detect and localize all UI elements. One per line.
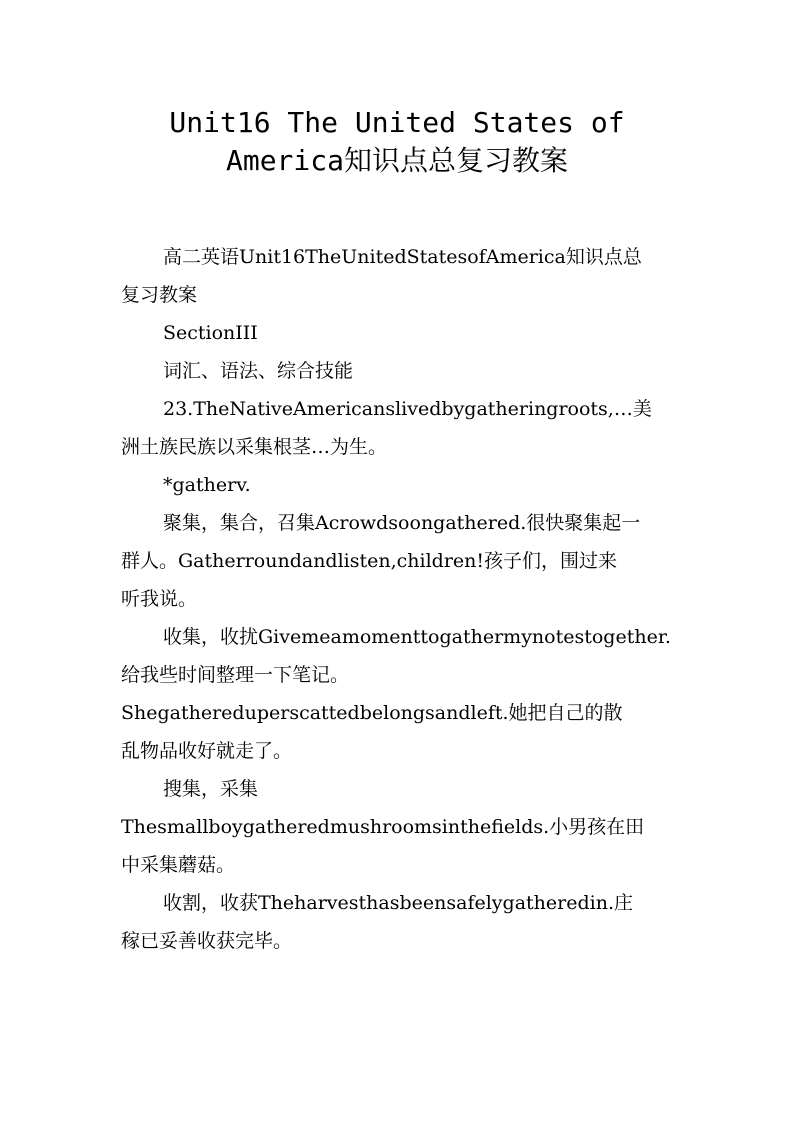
document-body (121, 238, 673, 960)
text-line: SectionIII (163, 322, 258, 344)
document-title (100, 104, 694, 180)
title-line-2: America知识点总复习教案 (225, 144, 568, 177)
text-line: 收集，收扰Givemeamomenttogathermynotestogether. (163, 626, 671, 648)
text-line: 23.TheNativeAmericanslivedbygatheringroots,…美 (163, 398, 652, 420)
title-line-1: Unit16 The United States of (169, 106, 625, 139)
meaning-paragraph-pick (121, 770, 673, 884)
text-line: 复习教案 (121, 284, 198, 306)
text-line: *gatherv. (163, 474, 251, 496)
section-subheading (121, 352, 673, 390)
text-line: 高二英语Unit16TheUnitedStatesofAmerica知识点总 (163, 246, 642, 268)
meaning-paragraph-gather (121, 504, 673, 618)
text-line: 稼已妥善收获完毕。 (121, 930, 293, 952)
text-line: 群人。Gatherroundandlisten,children!孩子们，围过来 (121, 550, 618, 572)
text-line: 词汇、语法、综合技能 (163, 360, 354, 382)
text-line: 乱物品收好就走了。 (121, 740, 293, 762)
vocabulary-entry (121, 466, 673, 504)
text-line: 听我说。 (121, 588, 198, 610)
text-line: 收割，收获Theharvesthasbeensafelygatheredin.庄 (163, 892, 633, 914)
intro-paragraph (121, 238, 673, 314)
text-line: Thesmallboygatheredmushroomsinthefields.小男孩在田 (121, 816, 645, 838)
text-line: Shegathereduperscattedbelongsandleft.她把自己的散 (121, 702, 623, 724)
text-line: 给我些时间整理一下笔记。 (121, 664, 350, 686)
text-line: 搜集，采集 (163, 778, 259, 800)
section-heading (121, 314, 673, 352)
meaning-paragraph-collect (121, 618, 673, 770)
text-line: 洲土族民族以采集根茎…为生。 (121, 436, 388, 458)
example-sentence-paragraph (121, 390, 673, 466)
text-line: 聚集，集合，召集Acrowdsoongathered.很快聚集起一 (163, 512, 641, 534)
text-line: 中采集蘑菇。 (121, 854, 236, 876)
meaning-paragraph-harvest (121, 884, 673, 960)
